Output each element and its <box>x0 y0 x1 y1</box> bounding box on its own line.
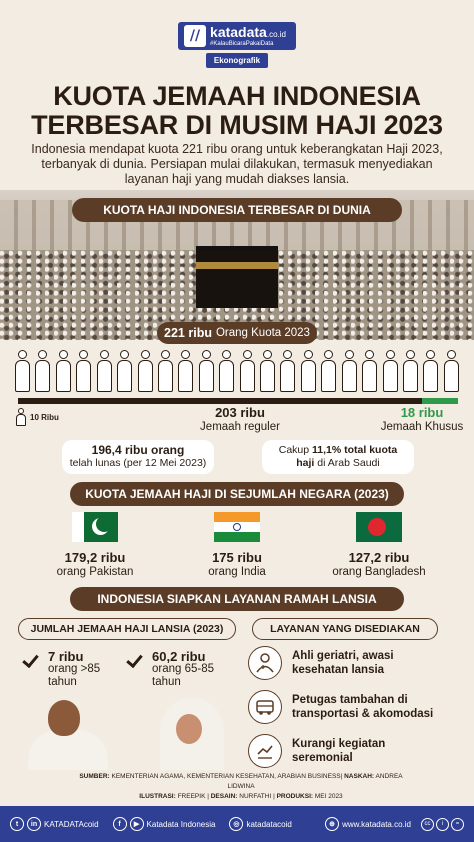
country-value: 127,2 ribu <box>348 550 410 565</box>
katadata-logo[interactable] <box>178 22 296 50</box>
person-icon <box>300 350 317 392</box>
section-title-elderly: INDONESIA SIAPKAN LAYANAN RAMAH LANSIA <box>70 587 404 611</box>
female-pilgrim <box>140 698 240 770</box>
person-icon <box>116 350 133 392</box>
bar-reguler <box>18 398 422 404</box>
writer-key: NASKAH: <box>344 773 375 780</box>
check-icon <box>24 652 42 666</box>
country-label: orang Pakistan <box>56 566 134 578</box>
page-title <box>0 82 474 140</box>
person-icon <box>259 350 276 392</box>
source-credits <box>66 772 416 802</box>
elderly-line2: tahun <box>152 676 181 688</box>
elderly-line1: orang >85 <box>48 663 101 675</box>
person-icon <box>218 350 235 392</box>
footer-social-facebook[interactable] <box>113 817 216 831</box>
pictogram-legend <box>16 408 59 426</box>
youtube-icon: ▶ <box>130 817 144 831</box>
globe-icon: ⊕ <box>325 817 339 831</box>
person-icon <box>443 350 460 392</box>
country-pakistan <box>30 512 160 579</box>
person-icon <box>55 350 72 392</box>
illustration-key: ILUSTRASI: <box>139 793 176 800</box>
design-key: DESAIN: <box>210 793 238 800</box>
country-value: 175 ribu <box>212 550 262 565</box>
country-list <box>30 512 444 579</box>
praying-pilgrims-illustration <box>10 688 250 770</box>
male-pilgrim <box>22 700 112 770</box>
source-key: SUMBER: <box>79 773 110 780</box>
intro-text: Indonesia mendapat kuota 221 ribu orang untuk keberangkatan Haji 2023, terbanyak di dunia. Persiapan mulai dilakukan, termasuk menyediakan layanan haji yang mudah diakses lansia. <box>31 142 443 186</box>
title-line-1: KUOTA JEMAAH INDONESIA <box>53 81 421 111</box>
khusus-value: 18 ribu <box>400 405 444 420</box>
elderly-value: 7 ribu <box>48 649 84 664</box>
pakistan-flag-icon <box>72 512 118 542</box>
service-line1: Kurangi kegiatan <box>292 738 386 750</box>
person-icon <box>157 350 174 392</box>
service-line1: Petugas tambahan di <box>292 694 408 706</box>
section-title-quota: KUOTA HAJI INDONESIA TERBESAR DI DUNIA <box>72 198 402 222</box>
creative-commons-icon: cc i = <box>419 818 464 831</box>
person-icon <box>402 350 419 392</box>
cakup-value: 11,1% total kuota <box>312 444 398 456</box>
cakup-rest: di Arab Saudi <box>314 457 380 469</box>
person-icon <box>239 350 256 392</box>
service-line2: transportasi & akomodasi <box>292 708 434 720</box>
facebook-icon: f <box>113 817 127 831</box>
cakup-prefix: Cakup <box>278 444 313 456</box>
country-bangladesh <box>314 512 444 579</box>
kaaba <box>196 246 278 308</box>
elderly-stat-85plus <box>24 650 100 689</box>
reduce-activity-icon <box>248 734 282 768</box>
doctor-icon <box>248 646 282 680</box>
brand-tagline: #KalauBicaraPakaiData <box>210 41 274 47</box>
bangladesh-flag-icon <box>356 512 402 542</box>
check-icon <box>128 652 146 666</box>
bus-icon <box>248 690 282 724</box>
service-ceremonial <box>248 734 385 768</box>
service-line1: Ahli geriatri, awasi <box>292 650 394 662</box>
card-cakup <box>262 440 414 474</box>
brand-suffix: .co.id <box>266 30 286 39</box>
person-icon <box>198 350 215 392</box>
person-icon <box>341 350 358 392</box>
stat-reguler <box>180 406 300 434</box>
linkedin-icon: in <box>27 817 41 831</box>
footer-social-twitter[interactable] <box>10 817 99 831</box>
card-lunas <box>62 440 214 474</box>
footer-facebook: Katadata Indonesia <box>146 819 216 829</box>
source-value: KEMENTERIAN AGAMA, KEMENTERIAN KESEHATAN, ARABIAN BUSINESS| <box>109 773 345 780</box>
person-icon <box>137 350 154 392</box>
twitter-icon: t <box>10 817 24 831</box>
subtitle-elderly-count: JUMLAH JEMAAH HAJI LANSIA (2023) <box>18 618 236 640</box>
production-key: PRODUKSI: <box>276 793 314 800</box>
footer-website[interactable] <box>325 817 464 831</box>
brand-name: katadata <box>210 24 267 40</box>
service-line2: seremonial <box>292 752 353 764</box>
elderly-value: 60,2 ribu <box>152 649 206 664</box>
writer-value: ANDREA LIDWINA <box>227 773 403 790</box>
person-icon <box>34 350 51 392</box>
khusus-label: Jemaah Khusus <box>380 421 464 433</box>
person-icon <box>320 350 337 392</box>
section-title-countries: KUOTA JEMAAH HAJI DI SEJUMLAH NEGARA (2023) <box>70 482 404 506</box>
person-icon <box>96 350 113 392</box>
country-value: 179,2 ribu <box>64 550 126 565</box>
elderly-line2: tahun <box>48 676 77 688</box>
service-transport <box>248 690 433 724</box>
person-icon <box>382 350 399 392</box>
person-icon <box>279 350 296 392</box>
quota-total-value: 221 ribu <box>164 326 212 340</box>
production-value: MEI 2023 <box>313 793 343 800</box>
brand-header <box>0 22 474 68</box>
subtitle-services: LAYANAN YANG DISEDIAKAN <box>252 618 438 640</box>
person-icon <box>16 408 26 426</box>
pilgrim-pictogram <box>14 350 460 394</box>
india-flag-icon <box>214 512 260 542</box>
person-icon <box>14 350 31 392</box>
quota-breakdown-bar <box>18 398 458 404</box>
design-value: NURFATHI | <box>237 793 277 800</box>
reguler-label: Jemaah reguler <box>200 421 280 433</box>
person-icon <box>422 350 439 392</box>
person-icon <box>75 350 92 392</box>
instagram-icon: ◎ <box>229 817 243 831</box>
lunas-label: telah lunas (per 12 Mei 2023) <box>69 457 207 469</box>
elderly-line1: orang 65-85 <box>152 663 215 675</box>
lunas-value: 196,4 ribu orang <box>91 443 185 457</box>
legend-label: 10 Ribu <box>30 412 59 422</box>
elderly-stat-65-85 <box>128 650 214 689</box>
illustration-value: FREEPIK | <box>175 793 211 800</box>
title-line-2: TERBESAR DI MUSIM HAJI 2023 <box>31 110 443 140</box>
cakup-haji: haji <box>296 457 315 469</box>
country-label: orang India <box>208 566 266 578</box>
quota-total-label: Orang Kuota 2023 <box>215 327 310 339</box>
country-india <box>172 512 302 579</box>
footer-website-text: www.katadata.co.id <box>342 819 411 829</box>
country-label: orang Bangladesh <box>332 566 426 578</box>
person-icon <box>361 350 378 392</box>
stat-khusus <box>372 406 472 434</box>
footer-social-instagram[interactable] <box>229 817 291 831</box>
person-icon <box>177 350 194 392</box>
service-line2: kesehatan lansia <box>292 664 385 676</box>
bar-khusus <box>422 398 458 404</box>
footer-handle: KATADATAcoid <box>44 819 99 829</box>
footer <box>0 806 474 842</box>
service-geriatric <box>248 646 394 680</box>
section-badge: Ekonografik <box>206 53 268 68</box>
reguler-value: 203 ribu <box>215 405 265 420</box>
katadata-logo-icon: // <box>184 25 206 47</box>
quota-total-badge <box>157 322 317 344</box>
footer-instagram: katadatacoid <box>246 819 292 829</box>
